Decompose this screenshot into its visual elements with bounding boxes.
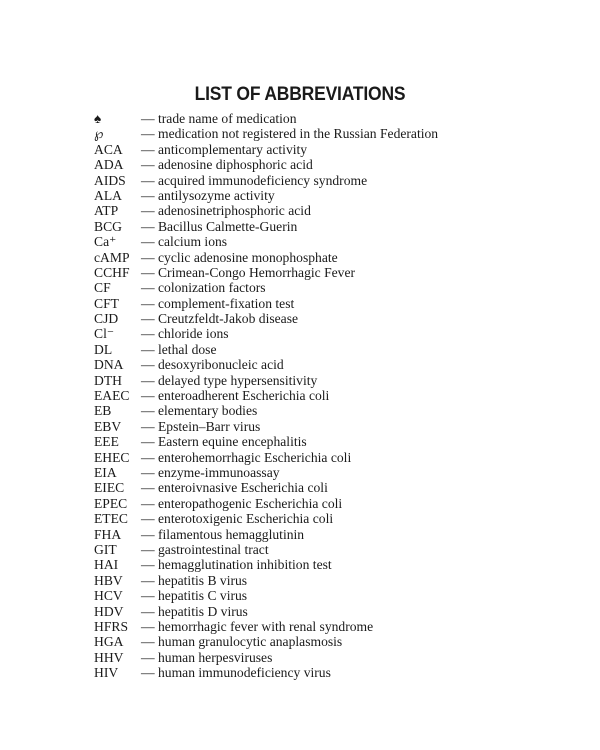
abbreviation-definition: — enterohemorrhagic Escherichia coli — [141, 449, 352, 465]
abbreviation-definition: — anticomplementary activity — [141, 141, 308, 157]
abbreviation-row — [94, 650, 514, 665]
abbreviation-term: EIA — [94, 464, 117, 480]
abbreviation-term: cAMP — [94, 249, 130, 265]
abbreviation-definition: — Creutzfeldt-Jakob disease — [141, 311, 299, 327]
abbreviation-term: ADA — [94, 157, 124, 173]
abbreviation-row — [94, 450, 514, 465]
abbreviation-list — [94, 111, 514, 680]
abbreviation-term: FHA — [94, 526, 122, 542]
abbreviation-definition: — gastrointestinal tract — [141, 541, 269, 557]
abbreviation-term: CJD — [94, 311, 119, 327]
abbreviation-row — [94, 434, 514, 449]
abbreviation-term: ♠ — [94, 111, 102, 126]
abbreviation-definition: — elementary bodies — [141, 403, 258, 419]
abbreviation-term: BCG — [94, 218, 122, 234]
abbreviation-row — [94, 219, 514, 234]
abbreviation-definition: — Crimean-Congo Hemorrhagic Fever — [141, 264, 356, 280]
abbreviation-term: EEE — [94, 434, 119, 450]
abbreviation-definition: — enterotoxigenic Escherichia coli — [141, 511, 334, 527]
abbreviation-row — [94, 480, 514, 495]
page-title: LIST OF ABBREVIATIONS — [194, 84, 406, 105]
abbreviation-definition: — trade name of medication — [141, 111, 297, 126]
abbreviation-term: HIV — [94, 665, 119, 681]
abbreviation-row — [94, 573, 514, 588]
abbreviation-term: EAEC — [94, 388, 130, 404]
abbreviation-term: DTH — [94, 372, 122, 388]
abbreviation-term: HBV — [94, 572, 123, 588]
abbreviation-term: HAI — [94, 557, 119, 573]
abbreviation-definition: — adenosine diphosphoric acid — [141, 157, 313, 173]
abbreviation-row — [94, 142, 514, 157]
abbreviation-definition: — enteroivnasive Escherichia coli — [141, 480, 328, 496]
abbreviation-row — [94, 403, 514, 418]
abbreviation-definition: — hemagglutination inhibition test — [141, 557, 332, 573]
abbreviation-term: CCHF — [94, 264, 130, 280]
abbreviation-definition: — Eastern equine encephalitis — [141, 434, 307, 450]
abbreviation-definition: — human immunodeficiency virus — [141, 665, 331, 681]
abbreviation-definition: — complement-fixation test — [141, 295, 295, 311]
abbreviation-definition: — enzyme-immunoassay — [141, 464, 280, 480]
abbreviation-row — [94, 157, 514, 172]
abbreviation-term: HDV — [94, 603, 124, 619]
abbreviation-definition: — hemorrhagic fever with renal syndrome — [141, 618, 374, 634]
abbreviation-row — [94, 326, 514, 341]
abbreviation-term: EHEC — [94, 449, 130, 465]
abbreviation-row — [94, 280, 514, 295]
abbreviation-row — [94, 419, 514, 434]
abbreviation-definition: — filamentous hemagglutinin — [141, 526, 305, 542]
abbreviation-term: CFT — [94, 295, 119, 311]
abbreviation-definition: — delayed type hypersensitivity — [141, 372, 318, 388]
abbreviation-row — [94, 342, 514, 357]
abbreviation-definition: — cyclic adenosine monophosphate — [141, 249, 338, 265]
abbreviation-definition: — lethal dose — [141, 341, 217, 357]
abbreviation-term: EB — [94, 403, 112, 419]
abbreviation-definition: — desoxyribonucleic acid — [141, 357, 284, 373]
abbreviation-term: GIT — [94, 541, 117, 557]
abbreviation-definition: — medication not registered in the Russian Federation — [141, 126, 439, 142]
abbreviation-definition: — chloride ions — [141, 326, 229, 342]
abbreviation-row — [94, 250, 514, 265]
abbreviation-row — [94, 557, 514, 572]
abbreviation-row — [94, 234, 514, 249]
abbreviation-definition: — enteropathogenic Escherichia coli — [141, 495, 343, 511]
abbreviation-term: EBV — [94, 418, 122, 434]
abbreviation-definition: — acquired immunodeficiency syndrome — [141, 172, 368, 188]
abbreviation-definition: — calcium ions — [141, 234, 228, 250]
abbreviation-term: HHV — [94, 649, 124, 665]
abbreviation-term: Cl⁻ — [94, 326, 115, 342]
abbreviation-term: ALA — [94, 187, 122, 203]
abbreviation-term: ETEC — [94, 511, 128, 527]
abbreviation-definition: — Epstein–Barr virus — [141, 418, 261, 434]
abbreviation-term: CF — [94, 280, 111, 296]
abbreviation-row — [94, 496, 514, 511]
abbreviation-row — [94, 619, 514, 634]
abbreviation-row — [94, 296, 514, 311]
abbreviation-row — [94, 126, 514, 141]
abbreviation-term: EPEC — [94, 495, 128, 511]
abbreviation-row — [94, 465, 514, 480]
abbreviation-row — [94, 265, 514, 280]
abbreviation-row — [94, 188, 514, 203]
abbreviation-row — [94, 634, 514, 649]
abbreviation-definition: — hepatitis D virus — [141, 603, 248, 619]
abbreviation-definition: — human herpesviruses — [141, 649, 273, 665]
abbreviation-definition: — human granulocytic anaplasmosis — [141, 634, 343, 650]
abbreviation-term: ATP — [94, 203, 119, 219]
abbreviation-definition: — antilysozyme activity — [141, 187, 275, 203]
abbreviation-row — [94, 511, 514, 526]
abbreviation-term: EIEC — [94, 480, 125, 496]
abbreviation-row — [94, 542, 514, 557]
abbreviation-definition: — adenosinetriphosphoric acid — [141, 203, 311, 219]
abbreviation-row — [94, 388, 514, 403]
abbreviation-term: HGA — [94, 634, 124, 650]
abbreviation-row — [94, 203, 514, 218]
abbreviation-definition: — hepatitis B virus — [141, 572, 248, 588]
abbreviation-term: DNA — [94, 357, 124, 373]
abbreviation-term: HCV — [94, 588, 123, 604]
abbreviation-term: ℘ — [94, 126, 104, 142]
abbreviation-term: HFRS — [94, 618, 129, 634]
abbreviation-row — [94, 357, 514, 372]
abbreviation-definition: — Bacillus Calmette-Guerin — [141, 218, 298, 234]
abbreviation-definition: — colonization factors — [141, 280, 266, 296]
abbreviation-term: Ca⁺ — [94, 234, 117, 250]
abbreviation-definition: — enteroadherent Escherichia coli — [141, 388, 330, 404]
abbreviation-row — [94, 173, 514, 188]
abbreviation-row — [94, 588, 514, 603]
abbreviation-definition: — hepatitis C virus — [141, 588, 248, 604]
abbreviation-term: AIDS — [94, 172, 126, 188]
abbreviation-row — [94, 311, 514, 326]
abbreviation-row — [94, 604, 514, 619]
abbreviation-row — [94, 373, 514, 388]
abbreviation-term: ACA — [94, 141, 123, 157]
abbreviation-term: DL — [94, 341, 113, 357]
abbreviation-row — [94, 111, 514, 126]
abbreviation-row — [94, 527, 514, 542]
abbreviation-row — [94, 665, 514, 680]
